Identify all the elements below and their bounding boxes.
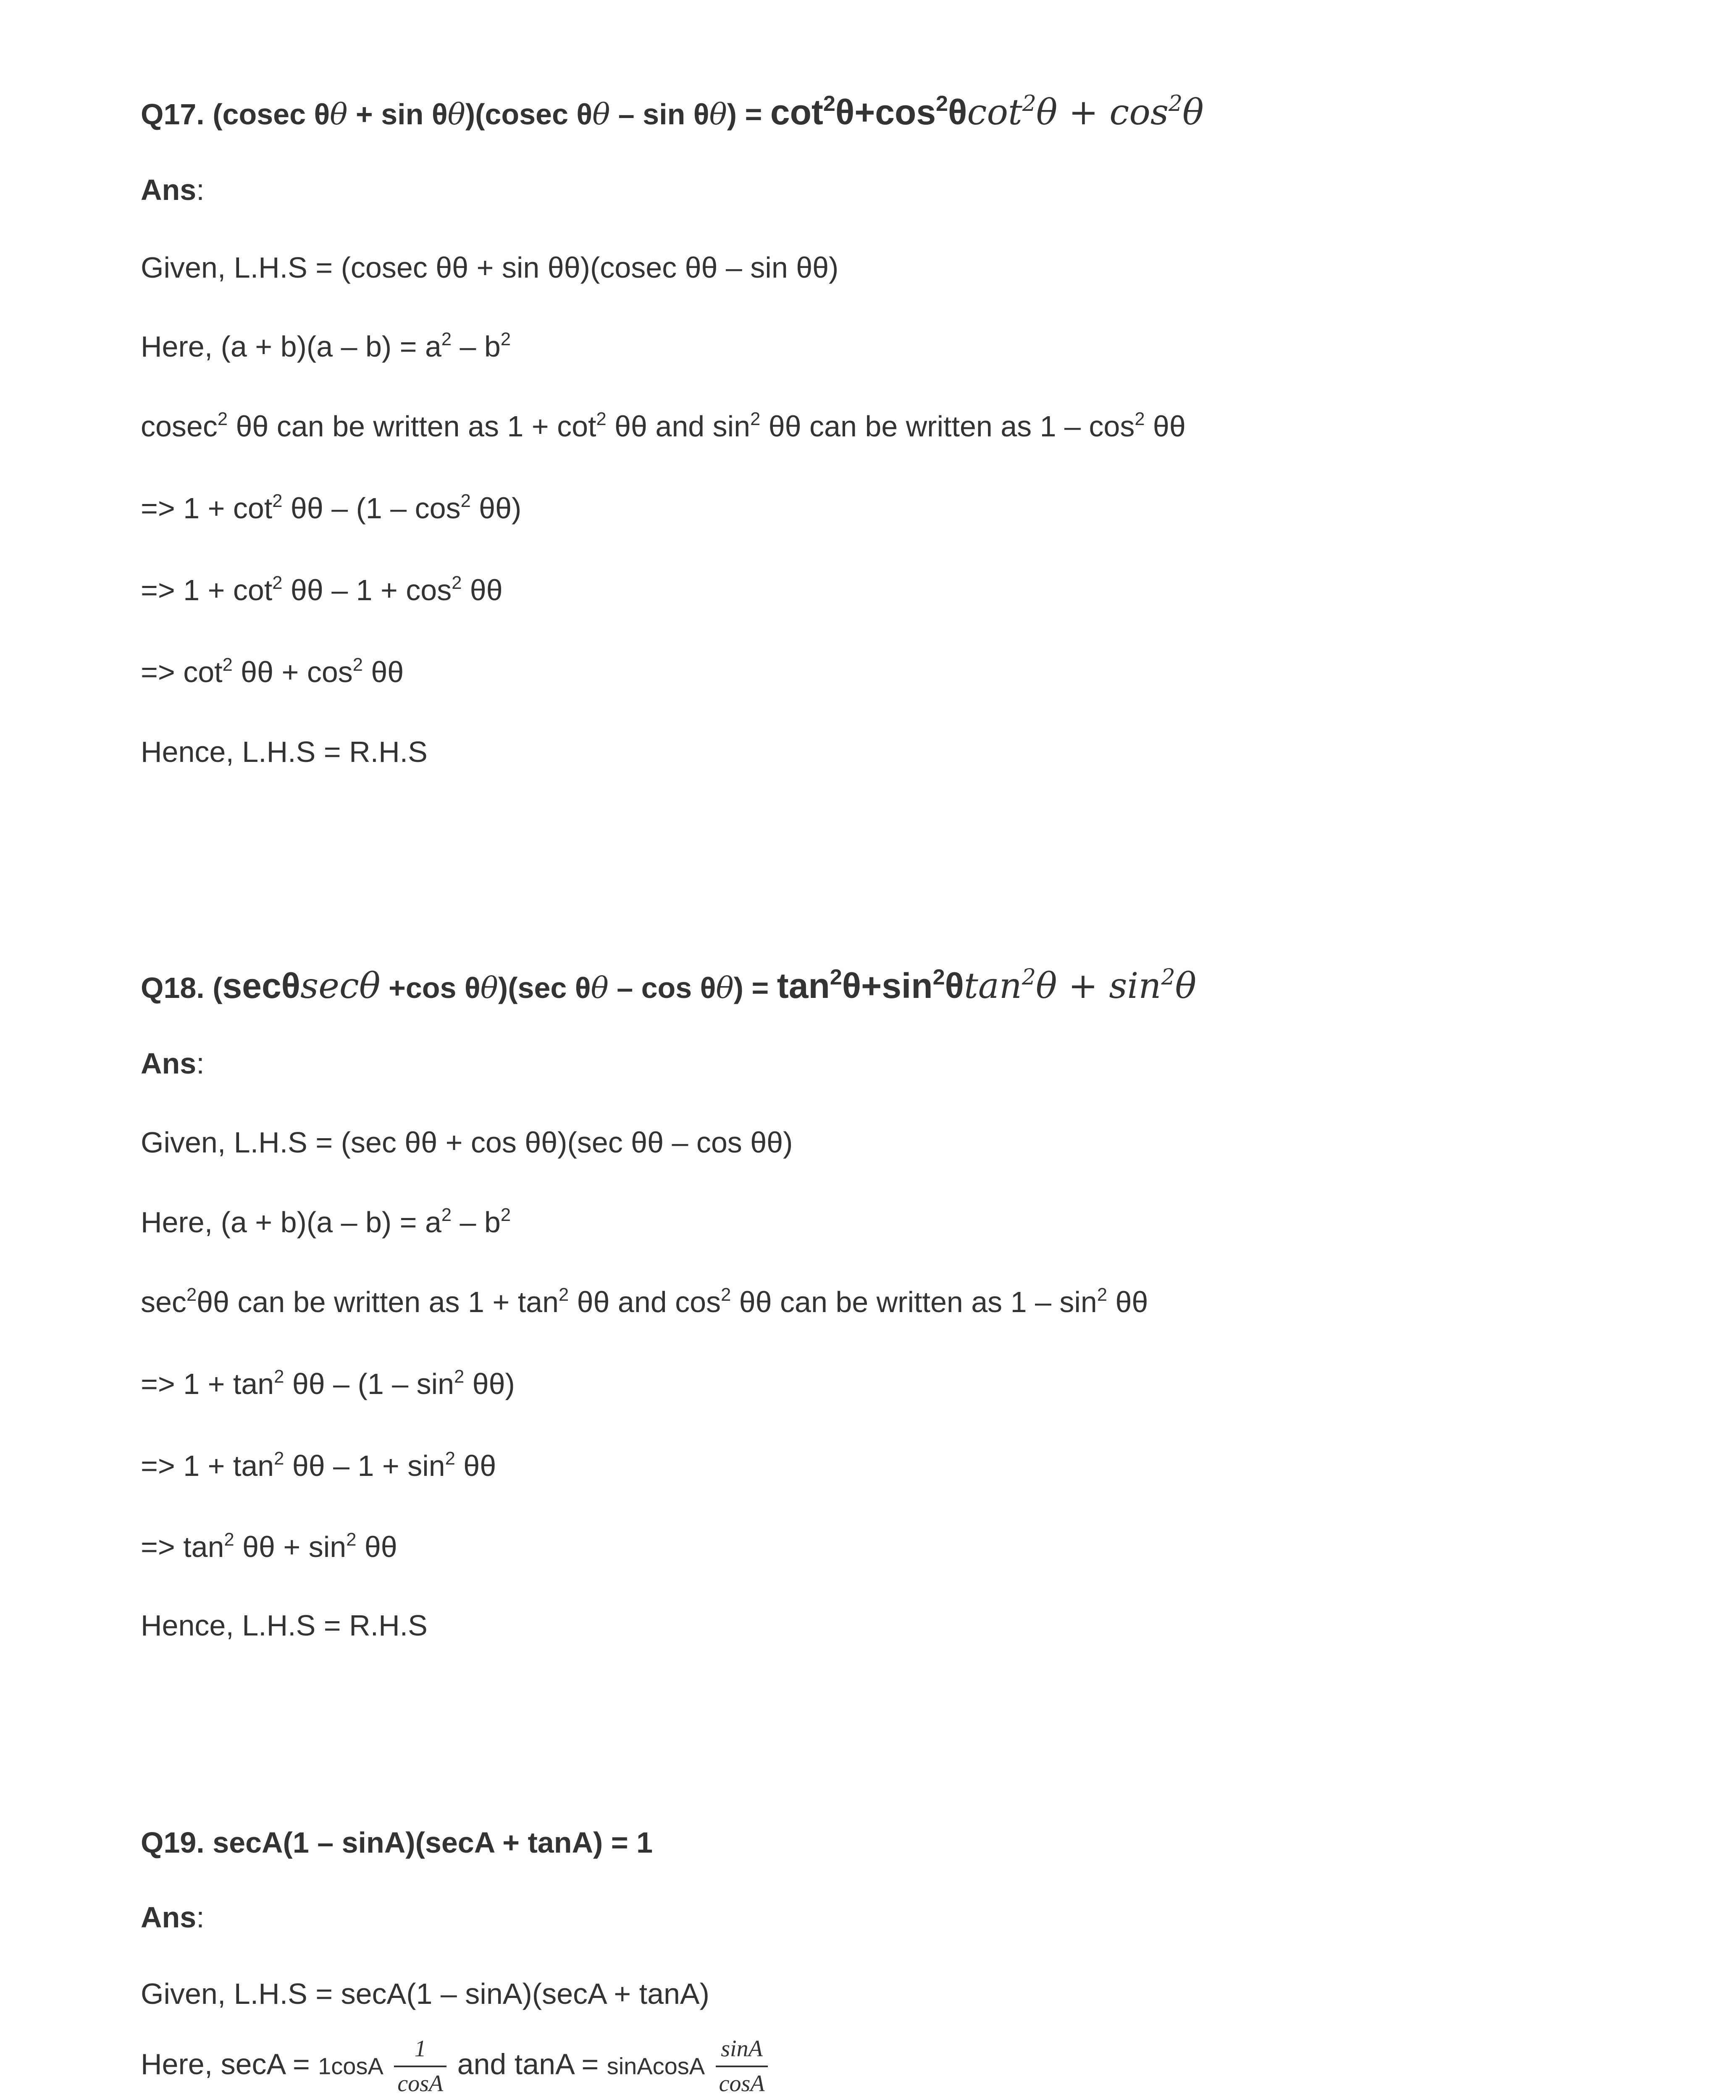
q18-title-text: – cos θ [608, 971, 716, 1004]
q19-line-1: Given, L.H.S = secA(1 – sinA)(secA + tanA) [141, 1977, 709, 2010]
q17-title-text: ) = [727, 98, 770, 131]
q19-line-2-inline: sinAcosA [607, 2053, 705, 2079]
fraction-numerator: sinA [716, 2035, 768, 2067]
q17-ans-label: Ans: [141, 173, 205, 206]
superscript-2: 2 [1161, 964, 1175, 990]
fraction-sinA-over-cosA [716, 2035, 768, 2098]
superscript-2: 2 [823, 91, 835, 116]
q18-line-7: Hence, L.H.S = R.H.S [141, 1609, 428, 1642]
superscript-2: 2 [460, 491, 471, 512]
superscript-2: 2 [1169, 91, 1183, 116]
fraction-denominator: cosA [719, 2071, 765, 2097]
superscript-2: 2 [274, 1367, 284, 1387]
superscript-2: 2 [452, 573, 462, 593]
q19-ans-label: Ans: [141, 1901, 205, 1934]
q18-line-6: => $\tan^2 \theta\theta + \sin^2 \theta\theta$ [141, 1530, 397, 1563]
q18-title [141, 964, 1197, 1006]
q17-title-rhs-tex: $\cot^2\theta + \cos^2\theta$ [967, 91, 1204, 133]
q17-title-theta: θ [592, 97, 610, 131]
superscript-2: 2 [272, 491, 283, 512]
fraction-numerator: 1 [394, 2035, 446, 2067]
superscript-2: 2 [596, 409, 607, 430]
q18-title-theta: θ [716, 971, 734, 1005]
q19-line-2-text: and tanA = [457, 2048, 607, 2081]
fraction-denominator: cosA [397, 2071, 444, 2097]
superscript-2: 2 [500, 329, 511, 350]
q18-line-2: Here, $(a + b)(a - b) = a^2 - b^2$ [141, 1205, 511, 1239]
superscript-2: 2 [1097, 1285, 1108, 1305]
superscript-2: 2 [441, 329, 452, 350]
q19-line-2-inline: 1cosA [318, 2053, 383, 2079]
q19-ans-text: Ans [141, 1901, 197, 1934]
q17-line-7: Hence, L.H.S = R.H.S [141, 735, 428, 768]
q17-title-text: + sin θ [347, 98, 448, 131]
q17-title-rhs: $\cot^2\theta+\cos^2\theta$ [770, 91, 967, 132]
superscript-2: 2 [1022, 91, 1036, 116]
superscript-2: 2 [1022, 964, 1036, 990]
superscript-2: 2 [217, 409, 228, 430]
q17-line-6: => $\cot^2 \theta\theta + \cos^2 \theta\theta$ [141, 655, 404, 688]
superscript-2: 2 [186, 1285, 197, 1305]
q19-line-2 [141, 2035, 770, 2098]
superscript-2: 2 [222, 655, 233, 675]
q17-title-text: Q17. (cosec θ [141, 98, 330, 131]
q18-line-5: => $1 + \tan^2 \theta\theta - 1 + \sin^2 \theta\theta$ [141, 1449, 496, 1482]
q18-title-text: )(sec θ [498, 971, 591, 1004]
q17-title [141, 91, 1204, 133]
superscript-2: 2 [559, 1285, 569, 1305]
superscript-2: 2 [830, 965, 842, 990]
q17-ans-text: Ans [141, 173, 197, 206]
superscript-2: 2 [721, 1285, 731, 1305]
q18-title-text: +cos θ [380, 971, 481, 1004]
superscript-2: 2 [454, 1367, 465, 1387]
superscript-2: 2 [932, 965, 945, 990]
q17-title-theta: θ [330, 97, 348, 131]
fraction-1-over-cosA [394, 2035, 446, 2098]
superscript-2: 2 [445, 1449, 455, 1469]
superscript-2: 2 [500, 1205, 511, 1226]
q17-line-1: Given, L.H.S = (cosec θθ + sin θθ)(cosec θθ – sin θθ) [141, 251, 839, 284]
q17-line-2: Here, $(a + b)(a - b) = a^2 - b^2$ [141, 329, 511, 363]
q18-ans-label: Ans: [141, 1047, 205, 1080]
q18-title-sec-tex: secθ [300, 965, 381, 1006]
q17-line-5: => $1 + \cot^2 \theta\theta - 1 + \cos^2 \theta\theta$ [141, 573, 503, 606]
q18-title-rhs: $\tan^2\theta+\sin^2\theta$ [777, 965, 964, 1005]
q17-title-text: – sin θ [610, 98, 709, 131]
q18-title-sec: secθ [222, 966, 301, 1005]
superscript-2: 2 [272, 573, 283, 593]
q18-ans-text: Ans [141, 1047, 197, 1080]
superscript-2: 2 [441, 1205, 452, 1226]
superscript-2: 2 [936, 91, 948, 116]
superscript-2: 2 [1135, 409, 1145, 430]
q18-line-1: Given, L.H.S = (sec θθ + cos θθ)(sec θθ – cos θθ) [141, 1126, 793, 1159]
superscript-2: 2 [274, 1449, 284, 1469]
q18-line-4: => $1 + \tan^2 \theta\theta - (1 - \sin^2 \theta\theta)$ [141, 1367, 515, 1400]
q18-title-theta: θ [480, 971, 498, 1005]
q17-title-theta: θ [447, 97, 465, 131]
q19-line-2-text: Here, secA = [141, 2048, 318, 2081]
q18-title-text: Q18. ( [141, 971, 223, 1004]
q19-title: Q19. secA(1 – sinA)(secA + tanA) = 1 [141, 1826, 653, 1859]
q17-line-3: cosec$^2$ θθ can be written as $1 + \cot^2 \theta\theta$ and $\sin^2 \theta\theta$ can be written as $1 - \cos^2 \theta\theta$ [141, 409, 1186, 443]
q17-title-theta: θ [709, 97, 727, 131]
superscript-2: 2 [224, 1530, 234, 1550]
q18-title-theta: θ [591, 971, 609, 1005]
superscript-2: 2 [346, 1530, 357, 1550]
superscript-2: 2 [750, 409, 761, 430]
q18-title-text: ) = [733, 971, 777, 1004]
q17-title-text: )(cosec θ [465, 98, 593, 131]
q18-line-3: $\sec^2\theta\theta$ can be written as $1 + \tan^2 \theta\theta$ and $\cos^2 \theta\theta$ can be written as $1 - \sin^2 \theta\theta$ [141, 1285, 1148, 1318]
q17-line-4: => $1 + \cot^2 \theta\theta - (1 - \cos^2 \theta\theta)$ [141, 491, 522, 525]
superscript-2: 2 [352, 655, 363, 675]
q18-title-rhs-tex: $\tan^2\theta + \sin^2\theta$ [964, 964, 1197, 1006]
